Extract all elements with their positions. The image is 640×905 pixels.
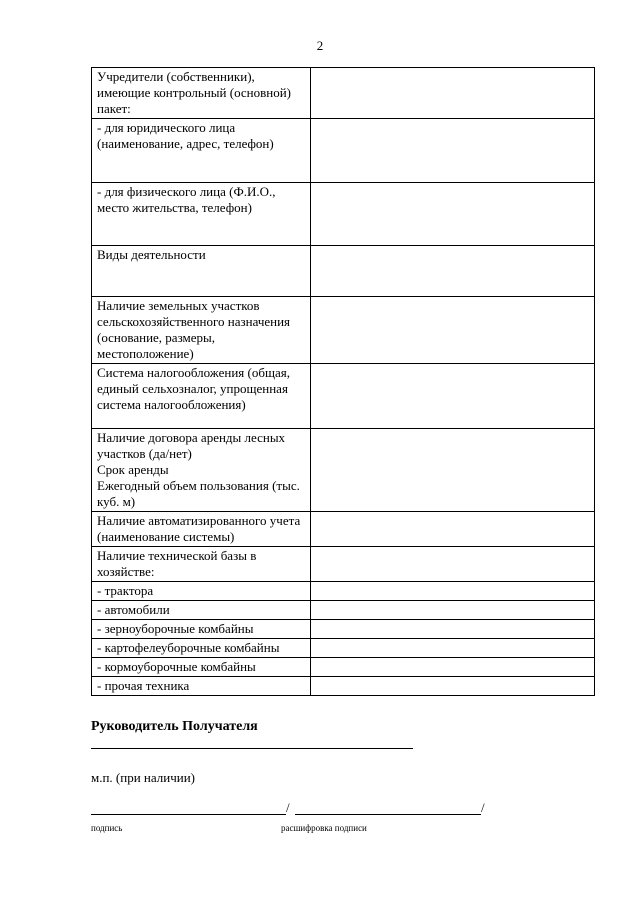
table-row: [92, 68, 595, 119]
row-label: - автомобили: [92, 601, 311, 620]
manager-signature-line: [91, 748, 413, 749]
table-row: [92, 639, 595, 658]
table-row: [92, 658, 595, 677]
info-table: [91, 67, 595, 696]
row-label: - для юридического лица (наименование, адрес, телефон): [92, 119, 311, 183]
row-value-field[interactable]: [311, 547, 595, 582]
row-value-field[interactable]: [311, 119, 595, 183]
row-value-field[interactable]: [311, 639, 595, 658]
table-row: [92, 364, 595, 429]
table-row: [92, 601, 595, 620]
signature-caption: подпись: [91, 823, 123, 833]
table-row: [92, 547, 595, 582]
row-label: - кормоуборочные комбайны: [92, 658, 311, 677]
row-value-field[interactable]: [311, 601, 595, 620]
table-row: [92, 246, 595, 297]
row-value-field[interactable]: [311, 677, 595, 696]
table-row: [92, 183, 595, 246]
row-value-field[interactable]: [311, 620, 595, 639]
row-label: - картофелеуборочные комбайны: [92, 639, 311, 658]
table-row: [92, 677, 595, 696]
signature-decode-caption: расшифровка подписи: [281, 823, 367, 833]
table-row: [92, 582, 595, 601]
row-value-field[interactable]: [311, 183, 595, 246]
table-row: [92, 297, 595, 364]
signature-decode-slash: /: [481, 800, 485, 815]
row-label: Виды деятельности: [92, 246, 311, 297]
row-label: Наличие договора аренды лесных участков (да/нет) Срок аренды Ежегодный объем пользования (тыс. куб. м): [92, 429, 311, 512]
row-label: - для физического лица (Ф.И.О., место жительства, телефон): [92, 183, 311, 246]
row-label: Наличие автоматизированного учета (наименование системы): [92, 512, 311, 547]
signature-line: [91, 814, 286, 815]
table-row: [92, 620, 595, 639]
row-value-field[interactable]: [311, 512, 595, 547]
table-row: [92, 429, 595, 512]
row-label: Наличие земельных участков сельскохозяйственного назначения (основание, размеры, местоположение): [92, 297, 311, 364]
row-value-field[interactable]: [311, 364, 595, 429]
table-row: [92, 512, 595, 547]
row-value-field[interactable]: [311, 429, 595, 512]
row-value-field[interactable]: [311, 297, 595, 364]
stamp-note: м.п. (при наличии): [91, 770, 195, 785]
row-value-field[interactable]: [311, 658, 595, 677]
row-value-field[interactable]: [311, 582, 595, 601]
row-label: - трактора: [92, 582, 311, 601]
row-value-field[interactable]: [311, 68, 595, 119]
signature-decode-line: [295, 814, 481, 815]
row-label: Система налогообложения (общая, единый сельхозналог, упрощенная система налогообложения): [92, 364, 311, 429]
page-number: 2: [316, 38, 324, 53]
table-row: [92, 119, 595, 183]
row-label: Учредители (собственники), имеющие контрольный (основной) пакет:: [92, 68, 311, 119]
row-label: Наличие технической базы в хозяйстве:: [92, 547, 311, 582]
row-value-field[interactable]: [311, 246, 595, 297]
row-label: - прочая техника: [92, 677, 311, 696]
row-label: - зерноуборочные комбайны: [92, 620, 311, 639]
manager-title: Руководитель Получателя: [91, 719, 258, 734]
signature-slash: /: [286, 800, 290, 815]
